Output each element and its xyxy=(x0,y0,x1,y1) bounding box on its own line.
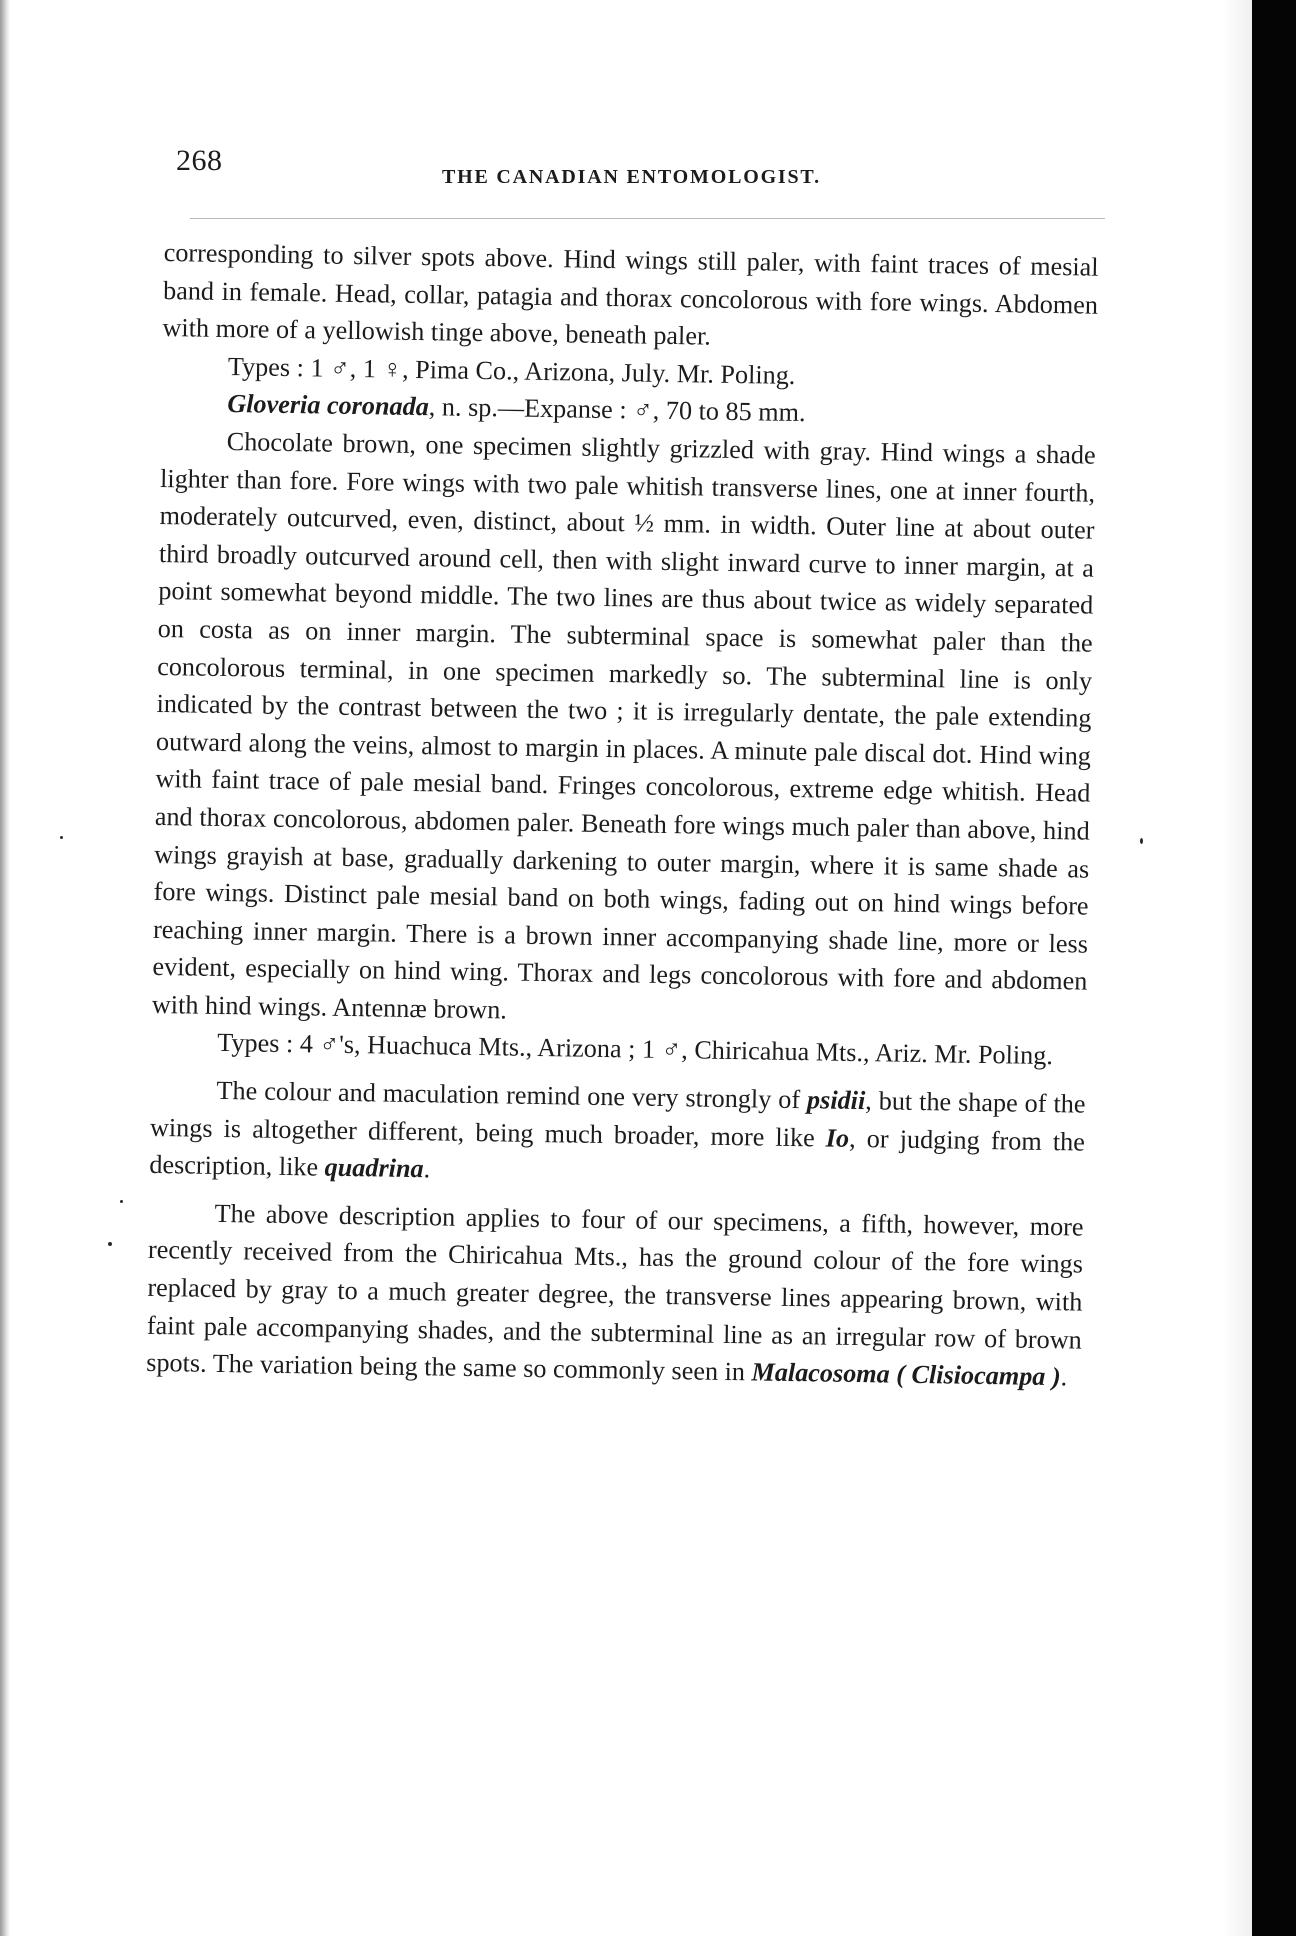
scan-speck xyxy=(1140,838,1143,844)
page-header xyxy=(176,138,1106,198)
running-title: THE CANADIAN ENTOMOLOGIST. xyxy=(442,166,821,188)
italic-name: Io xyxy=(825,1123,850,1153)
scan-border xyxy=(1252,0,1296,1936)
text-run: The colour and maculation remind one very strongly of xyxy=(216,1075,808,1115)
paragraph-text: Types : 1 ♂, 1 ♀, Pima Co., Arizona, July. Mr. Poling. xyxy=(227,351,796,390)
italic-name: quadrina xyxy=(324,1152,424,1184)
paragraph-text: corresponding to silver spots above. Hind wings still paler, with faint traces of mesial band in female. Head, collar, patagia and thorax concolorous with fore wings. Abdomen with more of a yellowish tinge above, beneath paler. xyxy=(162,237,1099,351)
page-number: 268 xyxy=(176,144,223,177)
header-rule xyxy=(190,218,1105,219)
text-run: , but the shape of the wings is altogether different, being much broader, more like xyxy=(149,1086,1086,1153)
paragraph-continued-description xyxy=(162,234,1099,361)
paragraph-text: Types : 4 ♂'s, Huachuca Mts., Arizona ; 1 ♂, Chiricahua Mts., Ariz. Mr. Poling. xyxy=(217,1028,1054,1071)
text-run: The above description applies to four of our specimens, a fifth, however, more recently received from the Chiricahua Mts., has the ground colour of the fore wings replaced by gray to a much greater degree, the transverse lines appearing brown, with faint pale accompanying shades, and the subterminal line as an irregular row of brown spots. The variation being the same so commonly seen in xyxy=(146,1198,1084,1387)
species-heading-rest: , n. sp.—Expanse : ♂, 70 to 85 mm. xyxy=(428,392,806,428)
scan-speck xyxy=(120,1200,123,1203)
paragraph-comparison xyxy=(149,1071,1086,1198)
species-name: Gloveria coronada xyxy=(227,389,430,422)
body-text xyxy=(146,234,1099,1396)
paragraph-variation xyxy=(146,1194,1084,1397)
paragraph-text: Chocolate brown, one specimen slightly grizzled with gray. Hind wings a shade lighter than fore. Fore wings with two pale whitish transverse lines, one at inner fourth, moderately outcurved, even, distinct, about ½ mm. in width. Outer line at about outer third broadly outcurved around cell, then with slight inward curve to inner margin, at a point somewhat beyond middle. The two lines are thus about twice as widely separated on costa as on inner margin. The subterminal space is somewhat paler than the concolorous terminal, in one specimen markedly so. The subterminal line is only indicated by the contrast between the two ; it is irregularly dentate, the pale extending outward along the veins, almost to margin in places. A minute pale discal dot. Hind wing with faint trace of pale mesial band. Fringes concolorous, extreme edge whitish. Head and thorax concolorous, abdomen paler. Beneath fore wings much paler than above, hind wings grayish at base, gradually darkening to outer margin, where it is same shade as fore wings. Distinct pale mesial band on both wings, fading out on hind wings before reaching inner margin. There is a brown inner accompanying shade line, more or less evident, especially on hind wing. Thorax and legs concolorous with fore and abdomen with hind wings. Antennæ brown. xyxy=(151,426,1096,1025)
page-gutter-shadow xyxy=(0,0,10,1936)
paragraph-species-description xyxy=(152,422,1096,1038)
text-run: . xyxy=(423,1154,431,1184)
italic-name: Malacosoma ( Clisiocampa ) xyxy=(751,1357,1061,1392)
italic-name: psidii xyxy=(806,1085,866,1116)
text-run: . xyxy=(1060,1362,1068,1392)
facing-page-edge xyxy=(1222,0,1252,1936)
scan-speck xyxy=(108,1242,112,1246)
text-run: , or judging from the description, like xyxy=(149,1123,1086,1182)
scan-speck xyxy=(60,836,63,839)
